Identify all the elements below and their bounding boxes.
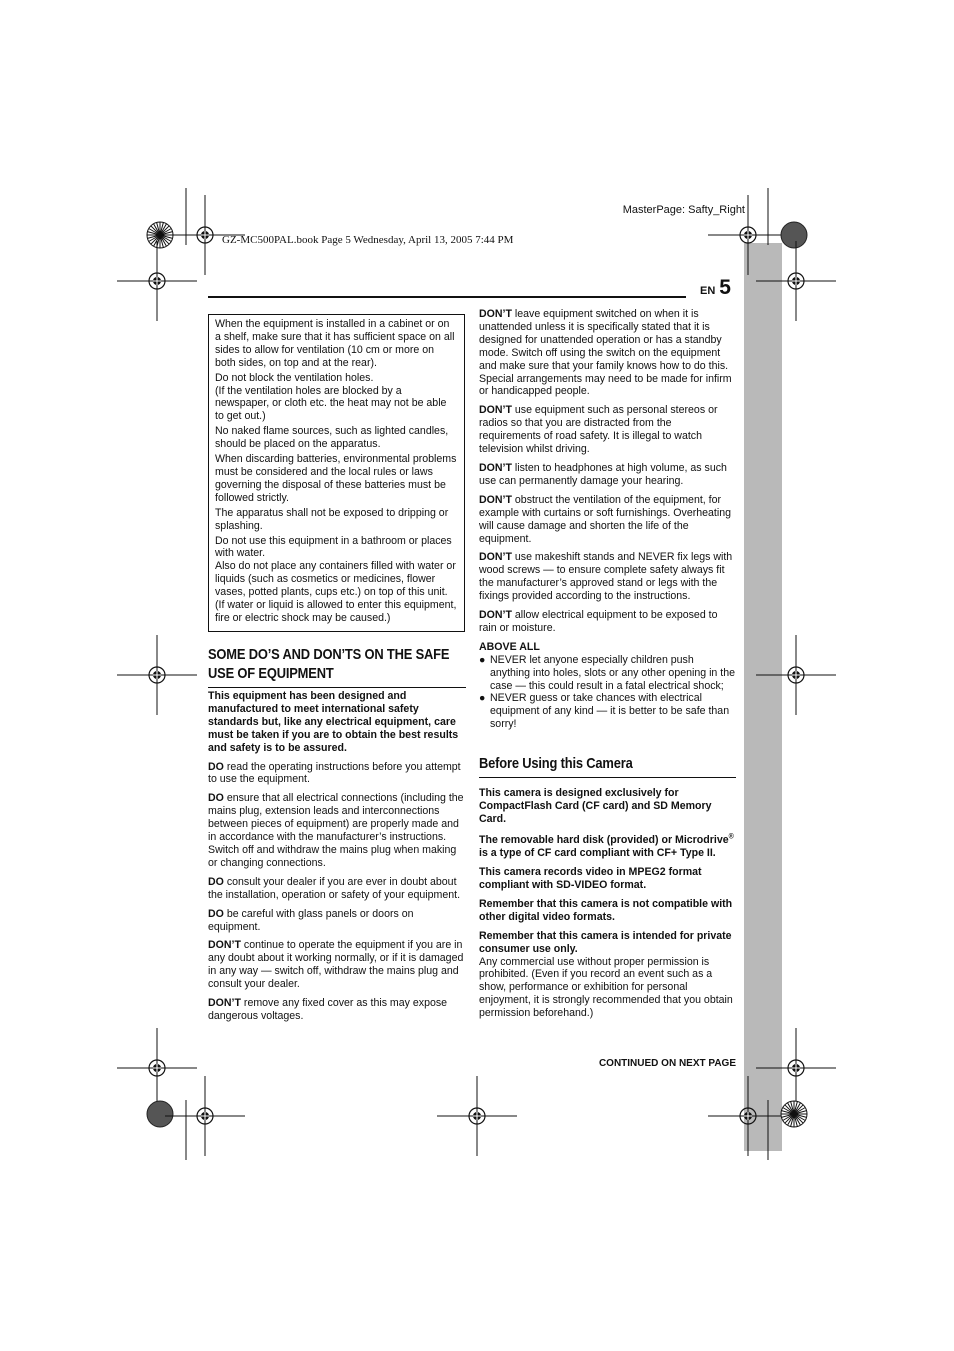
- page-number-block: [700, 276, 731, 300]
- box-paragraph: The apparatus shall not be exposed to dripping or splashing.: [215, 506, 449, 532]
- bullet-item: ● NEVER let anyone especially children push anything into holes, slots or any other opening in the case — this could result in a fatal electrical shock;: [479, 653, 735, 692]
- dont-item: DON’T obstruct the ventilation of the equipment, for example with curtains or soft furnishings. Overheating will cause damage and shorten the life of the equipment.: [479, 493, 732, 545]
- dont-item: DON’T leave equipment switched on when it is unattended unless it is specifically stated that it is designed for unattended operation or has a standby mode. Switch off using the switch on the equipment and make sure that your family knows how to do this. Special arrangements may need to be made for infirm or handicapped people.: [479, 308, 732, 398]
- do-item: DO consult your dealer if you are ever in doubt about the installation, operation or safety of your equipment.: [208, 875, 461, 901]
- dont-item: DON’T use equipment such as personal stereos or radios so that you are distracted from the requirements of road safety. It is illegal to watch television whilst driving.: [479, 404, 718, 456]
- box-paragraph: When discarding batteries, environmental problems must be considered and the local rules or laws governing the disposal of these batteries must be followed strictly.: [215, 453, 457, 504]
- heading-rule: [208, 687, 466, 688]
- dont-item: DON’T continue to operate the equipment if you are in any doubt about it working normally, or if it is damaged in any way — switch off, withdraw the mains plug and consult your dealer.: [208, 939, 464, 991]
- camera-paragraph: The removable hard disk (provided) or Microdrive® is a type of CF card compliant with CF+ Type II.: [479, 833, 734, 860]
- section-dos-donts: [208, 645, 466, 688]
- above-all-label: ABOVE ALL: [479, 640, 540, 653]
- camera-paragraph: This camera records video in MPEG2 format compliant with SD-VIDEO format.: [479, 866, 702, 891]
- section-heading: SOME DO’S AND DON’TS ON THE SAFE USE OF EQUIPMENT: [208, 646, 450, 682]
- book-info-line: GZ-MC500PAL.book Page 5 Wednesday, April 13, 2005 7:44 PM: [222, 234, 514, 246]
- camera-paragraph: This camera is designed exclusively for CompactFlash Card (CF card) and SD Memory Card.: [479, 787, 712, 825]
- do-item: DO read the operating instructions before you attempt to use the equipment.: [208, 760, 461, 786]
- section-heading: Before Using this Camera: [479, 755, 633, 772]
- camera-paragraph: Remember that this camera is not compatible with other digital video formats.: [479, 897, 733, 923]
- dont-item: DON’T listen to headphones at high volume, as such use can permanently damage your hearing.: [479, 461, 727, 487]
- header-rule: [208, 296, 686, 298]
- bullet-item: ● NEVER guess or take chances with electrical equipment of any kind — it is better to be safe than sorry!: [479, 692, 730, 731]
- dont-item: DON’T allow electrical equipment to be exposed to rain or moisture.: [479, 609, 718, 634]
- box-paragraph: Do not block the ventilation holes. (If the ventilation holes are blocked by a newspaper, or cloth etc. the heat may not be able to get out.): [215, 371, 447, 423]
- box-paragraph: When the equipment is installed in a cabinet or on a shelf, make sure that it has sufficient space on all sides to allow for ventilation (10 cm or more on both sides, on top and at the rear).: [215, 318, 455, 369]
- continued-label: CONTINUED ON NEXT PAGE: [598, 1058, 736, 1069]
- camera-paragraph: Remember that this camera is intended for private consumer use only. Any commercial use without proper permission is prohibited. (Even if you record an event such as a show, performance or exhibition for personal enjoyment, it is strongly recommended that you obtain permission beforehand.): [479, 929, 733, 1020]
- left-column: [208, 690, 466, 1029]
- language-code: EN: [700, 285, 716, 297]
- do-item: DO be careful with glass panels or doors on equipment.: [208, 907, 414, 933]
- box-paragraph: Do not use this equipment in a bathroom or places with water. Also do not place any containers filled with water or liquids (such as cosmetics or medicines, flower vases, potted plants, cups etc.) on top of this unit. (If water or liquid is allowed to enter this equipment, fire or electric shock may be caused.): [215, 534, 457, 624]
- ventilation-warning-box: [208, 314, 465, 632]
- masterpage-label: MasterPage: Safty_Right: [622, 204, 745, 216]
- do-item: DO ensure that all electrical connections (including the mains plug, extension leads and interconnections between pieces of equipment) are properly made and in accordance with the manufacturer’s instructions. Switch off and withdraw the mains plug when making or changing connections.: [208, 792, 464, 869]
- heading-rule: [479, 777, 736, 778]
- dont-item: DON’T use makeshift stands and NEVER fix legs with wood screws — to ensure complete safety always fit the manufacturer’s approved stand or legs with the fixings provided according to the instructions.: [479, 551, 733, 603]
- section-before-using: [479, 754, 736, 1026]
- intro-paragraph: This equipment has been designed and manufactured to meet international safety standards but, like any electrical equipment, care must be taken if you are to obtain the best results and safety is to be assured.: [208, 690, 459, 754]
- box-paragraph: No naked flame sources, such as lighted candles, should be placed on the apparatus.: [215, 425, 449, 451]
- right-column: [479, 308, 736, 731]
- page-number: 5: [719, 276, 731, 299]
- dont-item: DON’T remove any fixed cover as this may expose dangerous voltages.: [208, 997, 448, 1022]
